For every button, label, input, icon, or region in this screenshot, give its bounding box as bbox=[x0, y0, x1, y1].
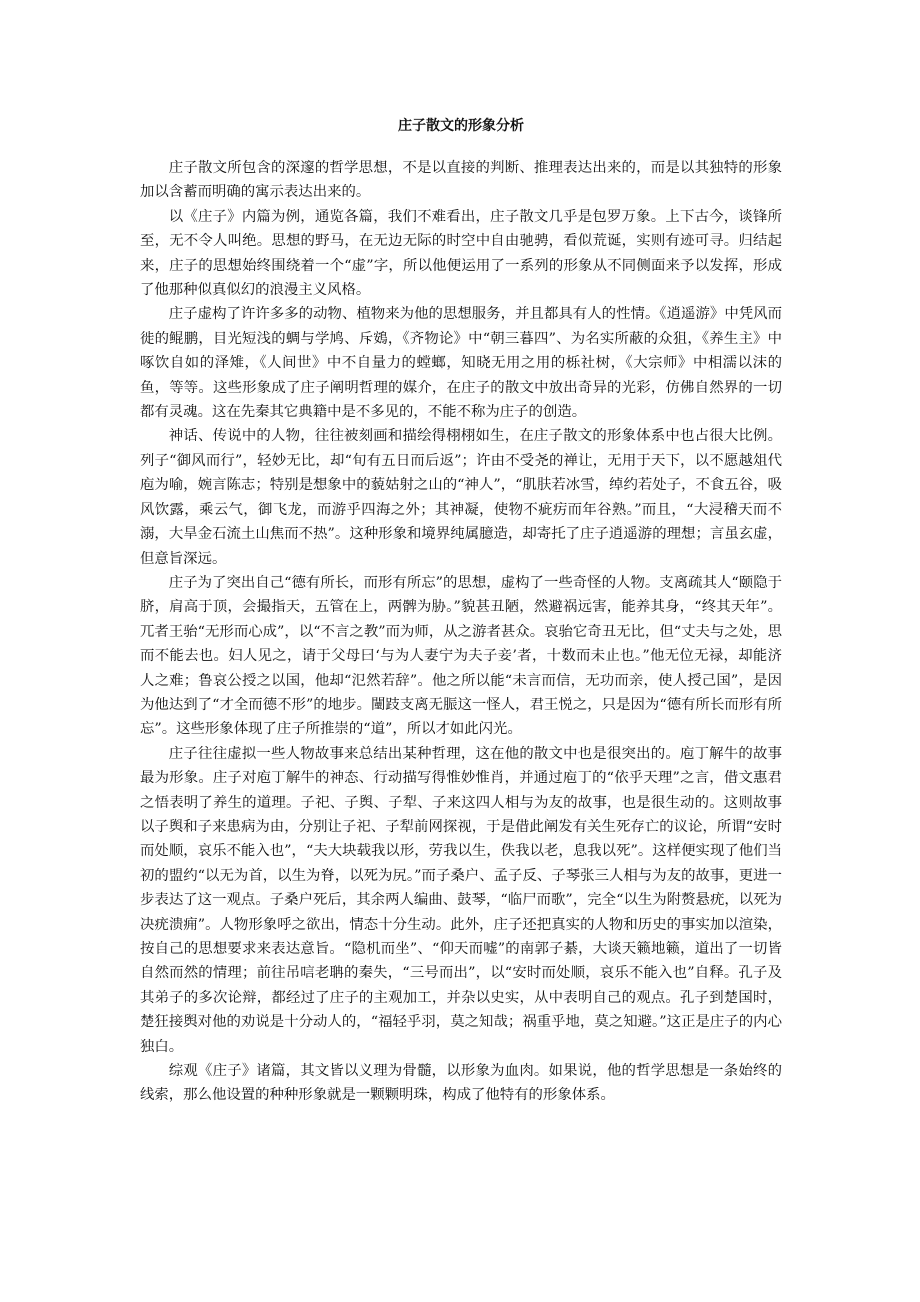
paragraph-4: 神话、传说中的人物，往往被刻画和描绘得栩栩如生，在庄子散文的形象体系中也占很大比例。列子“御风而行”，轻妙无比，却“旬有五日而后返”；许由不受尧的禅让，无用于天下，以不愿越俎代庖为喻，婉言陈志；特别是想象中的藐姑射之山的“神人”，“肌肤若冰雪，绰约若处子，不食五谷，吸风饮露，乘云气，御飞龙，而游乎四海之外；其神凝，使物不疵疠而年谷熟。”而且，“大浸稽天而不溺，大旱金石流土山焦而不热”。这种形象和境界纯属臆造，却寄托了庄子逍遥游的理想；言虽玄虚，但意旨深远。 bbox=[140, 428, 782, 567]
paragraph-3: 庄子虚构了许许多多的动物、植物来为他的思想服务，并且都具有人的性情。《逍遥游》中凭风而徙的鲲鹏，目光短浅的蜩与学鸠、斥鴳，《齐物论》中“朝三暮四”、为名实所蔽的众狙，《养生主》中啄饮自如的泽雉，《人间世》中不自量力的螳螂，知晓无用之用的栎社树，《大宗师》中相濡以沫的鱼，等等。这些形象成了庄子阐明哲理的媒介，在庄子的散文中放出奇异的光彩，仿佛自然界的一切都有灵魂。这在先秦其它典籍中是不多见的，不能不称为庄子的创造。 bbox=[140, 306, 782, 421]
paragraph-7: 综观《庄子》诸篇，其文皆以义理为骨髓，以形象为血肉。如果说，他的哲学思想是一条始终的线索，那么他设置的种种形象就是一颗颗明珠，构成了他特有的形象体系。 bbox=[140, 1063, 782, 1104]
document-title: 庄子散文的形象分析 bbox=[398, 118, 524, 134]
paragraph-6: 庄子往往虚拟一些人物故事来总结出某种哲理，这在他的散文中也是很突出的。庖丁解牛的故事最为形象。庄子对庖丁解牛的神态、行动描写得惟妙惟肖，并通过庖丁的“依乎天理”之言，借文惠君之悟表明了养生的道理。子祀、子舆、子犁、子来这四人相与为友的故事，也是很生动的。这则故事以子舆和子来患病为由，分别让子祀、子犁前网探视，于是借此阐发有关生死存亡的议论，所谓“安时而处顺，哀乐不能入也”，“夫大块载我以形，劳我以生，佚我以老，息我以死”。这样便实现了他们当初的盟约“以无为首，以生为脊，以死为尻。”而子桑户、孟子反、子琴张三人相与为友的故事，更进一步表达了这一观点。子桑户死后，其余两人编曲、鼓琴，“临尸而歌”，完全“以生为附赘悬疣，以死为决疣溃痈”。人物形象呼之欲出，情态十分生动。此外，庄子还把真实的人物和历史的事实加以渲染，按自己的思想要求来表达意旨。“隐机而坐”、“仰天而嘘”的南郭子綦，大谈天籁地籁，道出了一切皆自然而然的情理；前往吊唁老聃的秦失，“三号而出”，以“安时而处顺，哀乐不能入也”自释。孔子及其弟子的多次论辩，都经过了庄子的主观加工，并杂以史实，从中表明自己的观点。孔子到楚国时，楚狂接舆对他的劝说是十分动人的，“福轻乎羽，莫之知哉；祸重乎地，莫之知避。”这正是庄子的内心独白。 bbox=[140, 745, 782, 1055]
paragraph-1: 庄子散文所包含的深邃的哲学思想，不是以直接的判断、推理表达出来的，而是以其独特的形象加以含蓄而明确的寓示表达出来的。 bbox=[140, 160, 782, 201]
paragraph-5: 庄子为了突出自己“德有所长，而形有所忘”的思想，虚构了一些奇怪的人物。支离疏其人“颐隐于脐，肩高于顶，会撮指天，五管在上，两髀为胁。”貌甚丑陋，然避祸远害，能养其身，“终其天年”。兀者王骀“无形而心成”，以“不言之教”而为师，从之游者甚众。哀骀它奇丑无比，但“丈夫与之处，思而不能去也。妇人见之，请于父母曰‘与为人妻宁为夫子妾’者，十数而未止也。”他无位无禄，却能济人之难；鲁哀公授之以国，他却“氾然若辞”。他之所以能“未言而信，无功而亲，使人授己国”，是因为他达到了“才全而德不形”的地步。闉跂支离无脤这一怪人，君王悦之，只是因为“德有所长而形有所忘”。这些形象体现了庄子所推崇的“道”，所以才如此闪光。 bbox=[140, 574, 782, 738]
document-page bbox=[140, 116, 782, 1108]
paragraph-2: 以《庄子》内篇为例，通览各篇，我们不难看出，庄子散文几乎是包罗万象。上下古今，谈锋所至，无不令人叫绝。思想的野马，在无边无际的时空中自由驰骋，看似荒诞，实则有迹可寻。归结起来，庄子的思想始终围绕着一个“虚”字，所以他便运用了一系列的形象从不同侧面来予以发挥，形成了他那种似真似幻的浪漫主义风格。 bbox=[140, 208, 782, 299]
